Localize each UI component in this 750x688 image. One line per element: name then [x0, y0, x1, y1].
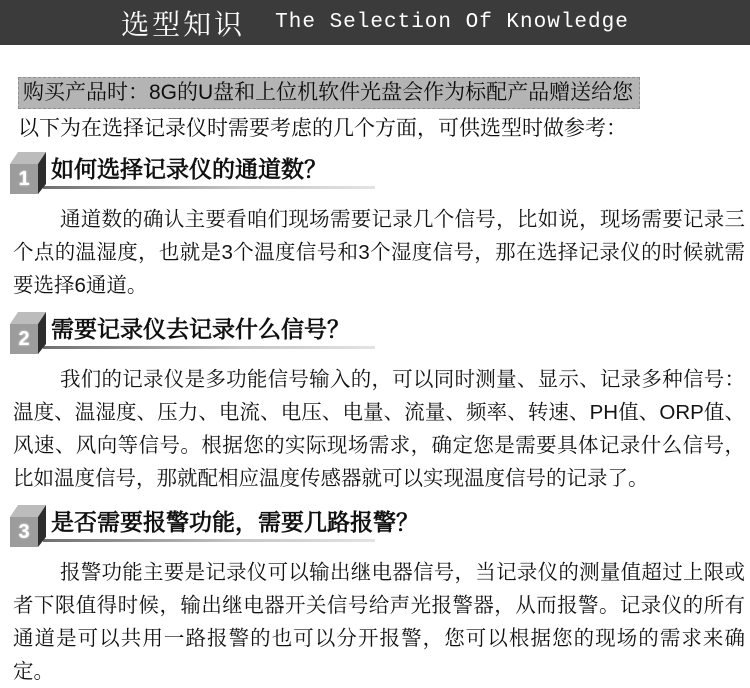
- heading-underline: [43, 346, 375, 349]
- heading-underline: [43, 186, 375, 189]
- numbered-cube-icon: [10, 152, 46, 196]
- section-2-header: [10, 310, 750, 358]
- heading-underline: [43, 539, 375, 542]
- document-body: [0, 45, 750, 688]
- section-body: 报警功能主要是记录仪可以输出继电器信号，当记录仪的测量值超过上限或者下限值得时候，输出继电器开关信号给声光报警器，从而报警。记录仪的所有通道是可以共用一路报警的也可以分开报警，您可以根据您的现场的需求来确定。: [13, 561, 745, 683]
- intro-lead-line: 以下为在选择记录仪时需要考虑的几个方面，可供选型时做参考：: [18, 117, 627, 140]
- section-1-header: [10, 150, 750, 198]
- section-heading: 如何选择记录仪的通道数？: [51, 156, 327, 182]
- section-number: 3: [18, 520, 30, 543]
- section-body: 我们的记录仪是多功能信号输入的，可以同时测量、显示、记录多种信号：温度、温湿度、压力、电流、电压、电量、流量、频率、转速、PH值、ORP值、风速、风向等信号。根据您的实际现场需求，确定您是需要具体记录什么信号，比如温度信号，那就配相应温度传感器就可以实现温度信号的记录了。: [13, 368, 745, 490]
- section-heading: 是否需要报警功能，需要几路报警？: [51, 509, 419, 535]
- page-title-english: The Selection Of Knowledge: [275, 11, 629, 34]
- section-number: 2: [18, 327, 30, 350]
- section-number: 1: [18, 167, 30, 190]
- numbered-cube-icon: [10, 312, 46, 356]
- bundled-gift-note: 购买产品时：8G的U盘和上位机软件光盘会作为标配产品赠送给您: [18, 77, 640, 109]
- section-body: 通道数的确认主要看咱们现场需要记录几个信号，比如说，现场需要记录三个点的温湿度，也就是3个温度信号和3个湿度信号，那在选择记录仪的时候就需要选择6通道。: [13, 208, 745, 297]
- section-3-header: [10, 503, 750, 551]
- page-title-chinese: 选型知识: [121, 8, 246, 40]
- section-heading: 需要记录仪去记录什么信号？: [51, 316, 350, 342]
- numbered-cube-icon: [10, 505, 46, 549]
- page-header-banner: [0, 0, 750, 45]
